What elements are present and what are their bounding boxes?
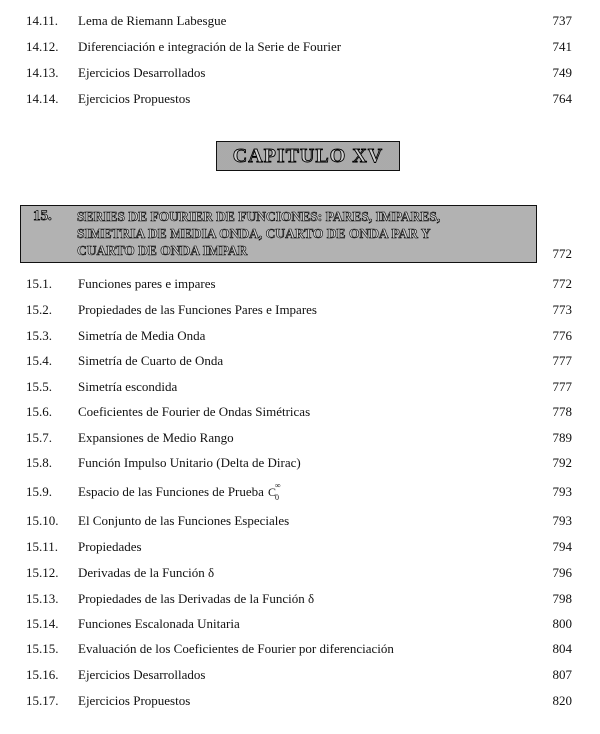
symbol-base: C [267,485,276,499]
entry-page: 777 [552,353,572,368]
entry-page: 777 [552,379,572,394]
entry-number: 14.12. [26,39,59,54]
entry-title: Propiedades de las Derivadas de la Función δ [78,591,315,606]
toc-entry [0,10,600,32]
toc-entry [0,664,600,686]
entry-title: Derivadas de la Función δ [78,565,215,580]
entry-number: 15.1. [26,276,52,291]
entry-page: 749 [552,65,572,80]
entry-page: 793 [552,513,572,528]
entry-number: 15.15. [26,641,59,656]
entry-page: 778 [552,404,572,419]
toc-entry [0,325,600,347]
entry-title: Diferenciación e integración de la Serie de Fourier [78,39,342,54]
entry-title: El Conjunto de las Funciones Especiales [78,513,290,528]
toc-entry [0,588,600,610]
entry-title [78,481,281,503]
toc-entry [0,376,600,398]
entry-title: Ejercicios Propuestos [78,693,191,708]
entry-number: 15.4. [26,353,52,368]
entry-page: 776 [552,328,572,343]
symbol-superscript: ∞ [274,481,281,490]
entry-number: 15.12. [26,565,59,580]
entry-number: 15.9. [26,484,52,499]
toc-entry [0,401,600,423]
toc-entry [0,273,600,295]
toc-entry [0,690,600,712]
entry-title: Propiedades [78,539,142,554]
entry-page: 820 [552,693,572,708]
entry-number: 15.3. [26,328,52,343]
entry-number: 15.7. [26,430,52,445]
toc-entry [0,613,600,635]
entry-page: 792 [552,455,572,470]
section-title-line: SIMETRIA DE MEDIA ONDA, CUARTO DE ONDA PAR Y [77,226,431,241]
entry-title: Evaluación de los Coeficientes de Fourier por diferenciación [78,641,394,656]
entry-title: Ejercicios Desarrollados [78,65,206,80]
entry-page: 804 [552,641,572,656]
entry-title: Simetría de Cuarto de Onda [78,353,224,368]
toc-entry [0,427,600,449]
section-page: 772 [552,246,572,261]
entry-page: 798 [552,591,572,606]
entry-number: 15.6. [26,404,52,419]
toc-entry [0,62,600,84]
toc-entry [0,88,600,110]
test-function-space-symbol [267,481,281,503]
section-number: 15. [33,208,52,224]
entry-number: 15.10. [26,513,59,528]
entry-number: 15.2. [26,302,52,317]
entry-number: 15.8. [26,455,52,470]
entry-number: 14.11. [26,13,59,28]
entry-number: 15.11. [26,539,59,554]
entry-number: 15.5. [26,379,52,394]
entry-number: 15.14. [26,616,59,631]
section-heading-box [20,205,537,263]
entry-page: 794 [552,539,572,554]
entry-title: Simetría de Media Onda [78,328,206,343]
entry-number: 14.13. [26,65,59,80]
entry-title: Propiedades de las Funciones Pares e Impares [78,302,317,317]
entry-page: 793 [552,484,572,499]
entry-page: 772 [552,276,572,291]
toc-entry [0,481,600,503]
entry-page: 800 [552,616,572,631]
entry-title: Coeficientes de Fourier de Ondas Simétricas [78,404,311,419]
entry-page: 773 [552,302,572,317]
entry-page: 796 [552,565,572,580]
toc-entry [0,562,600,584]
entry-title: Funciones Escalonada Unitaria [78,616,240,631]
chapter-banner [216,141,400,171]
entry-number: 15.13. [26,591,59,606]
toc-entry [0,350,600,372]
entry-number: 15.17. [26,693,59,708]
entry-title: Expansiones de Medio Rango [78,430,234,445]
section-title [77,208,537,259]
entry-title: Funciones pares e impares [78,276,216,291]
symbol-subscript: 0 [274,493,279,502]
entry-title: Simetría escondida [78,379,178,394]
entry-number: 14.14. [26,91,59,106]
entry-title-text: Espacio de las Funciones de Prueba [78,484,264,499]
entry-page: 807 [552,667,572,682]
toc-entry [0,510,600,532]
entry-title: Función Impulso Unitario (Delta de Dirac) [78,455,301,470]
entry-title: Ejercicios Desarrollados [78,667,206,682]
entry-page: 764 [552,91,572,106]
entry-title: Lema de Riemann Labesgue [78,13,227,28]
entry-page: 741 [552,39,572,54]
entry-title: Ejercicios Propuestos [78,91,191,106]
section-title-line: SERIES DE FOURIER DE FUNCIONES: PARES, IMPARES, [77,209,441,224]
toc-entry [0,638,600,660]
toc-entry [0,36,600,58]
toc-entry [0,299,600,321]
entry-number: 15.16. [26,667,59,682]
section-title-line: CUARTO DE ONDA IMPAR [77,243,248,258]
toc-entry [0,452,600,474]
entry-page: 737 [552,13,572,28]
chapter-title: CAPITULO XV [232,144,384,167]
toc-entry [0,536,600,558]
entry-page: 789 [552,430,572,445]
